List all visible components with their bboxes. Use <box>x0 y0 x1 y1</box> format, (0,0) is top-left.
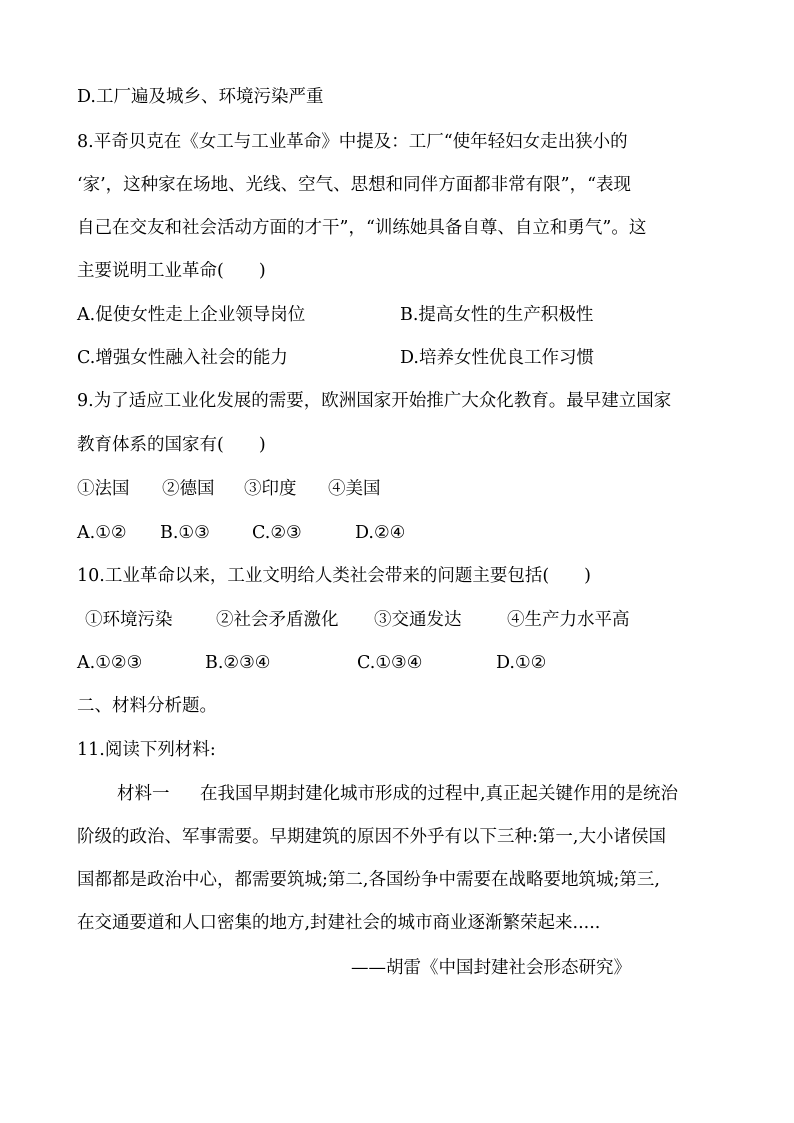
material-source: ——胡雷《中国封建社会形态研究》 <box>351 958 631 978</box>
section-2-heading: 二、材料分析题。 <box>77 696 217 716</box>
q10-stem: 10.工业革命以来，工业文明给人类社会带来的问题主要包括( ) <box>77 566 591 586</box>
q11-stem: 11.阅读下列材料: <box>77 740 216 760</box>
q9-item-1: ①法国 <box>77 479 130 499</box>
q11-material-line-4: 在交通要道和人口密集的地方,封建社会的城市商业逐渐繁荣起来..... <box>77 913 601 933</box>
q8-stem-line-3: 自己在交友和社会活动方面的才干”，“训练她具备自尊、自立和勇气”。这 <box>77 218 647 238</box>
q8-option-b: B.提高女性的生产积极性 <box>400 305 594 325</box>
q10-option-b: B.②③④ <box>205 653 271 673</box>
q11-material-line-3: 国都都是政治中心，都需要筑城;第二,各国纷争中需要在战略要地筑城;第三, <box>77 870 660 890</box>
q8-stem-line-4: 主要说明工业革命( ) <box>77 261 266 281</box>
q8-option-d: D.培养女性优良工作习惯 <box>400 348 594 368</box>
q10-option-d: D.①② <box>496 653 547 673</box>
q10-option-c: C.①③④ <box>357 653 423 673</box>
q8-options-row-2 <box>77 343 734 373</box>
q8-option-a: A.促使女性走上企业领导岗位 <box>77 305 306 325</box>
q9-option-b: B.①③ <box>160 523 210 543</box>
q10-item-1: ①环境污染 <box>85 610 173 630</box>
q11-source-row <box>77 953 734 983</box>
q9-stem-line-2: 教育体系的国家有( ) <box>77 435 266 455</box>
q9-option-c: C.②③ <box>252 523 302 543</box>
q10-items-row <box>77 605 734 635</box>
q9-options-row <box>77 518 734 548</box>
q9-items-row <box>77 474 734 504</box>
q10-item-4: ④生产力水平高 <box>507 610 630 630</box>
q10-item-3: ③交通发达 <box>374 610 462 630</box>
q9-item-2: ②德国 <box>162 479 215 499</box>
material-label: 材料一 <box>117 784 170 804</box>
q8-stem-line-2: ‘家’，这种家在场地、光线、空气、思想和同伴方面都非常有限”，“表现 <box>77 175 632 195</box>
q10-options-row <box>77 648 734 678</box>
q8-stem-line-1: 8.平奇贝克在《女工与工业革命》中提及：工厂“使年轻妇女走出狭小的 <box>77 132 628 152</box>
q9-option-d: D.②④ <box>355 523 406 543</box>
material-text-1: 在我国早期封建化城市形成的过程中,真正起关键作用的是统治 <box>200 784 679 804</box>
q10-option-a: A.①②③ <box>77 653 143 673</box>
q8-option-c: C.增强女性融入社会的能力 <box>77 348 288 368</box>
q11-material-line-1 <box>77 779 734 809</box>
q9-option-a: A.①② <box>77 523 127 543</box>
q11-material-line-2: 阶级的政治、军事需要。早期建筑的原因不外乎有以下三种:第一,大小诸侯国 <box>77 827 666 847</box>
q10-item-2: ②社会矛盾激化 <box>216 610 339 630</box>
q9-item-4: ④美国 <box>328 479 381 499</box>
q9-item-3: ③印度 <box>244 479 297 499</box>
q8-options-row-1 <box>77 300 734 330</box>
q9-stem-line-1: 9.为了适应工业化发展的需要，欧洲国家开始推广大众化教育。最早建立国家 <box>77 391 672 411</box>
q7-option-d: D.工厂遍及城乡、环境污染严重 <box>77 87 324 107</box>
